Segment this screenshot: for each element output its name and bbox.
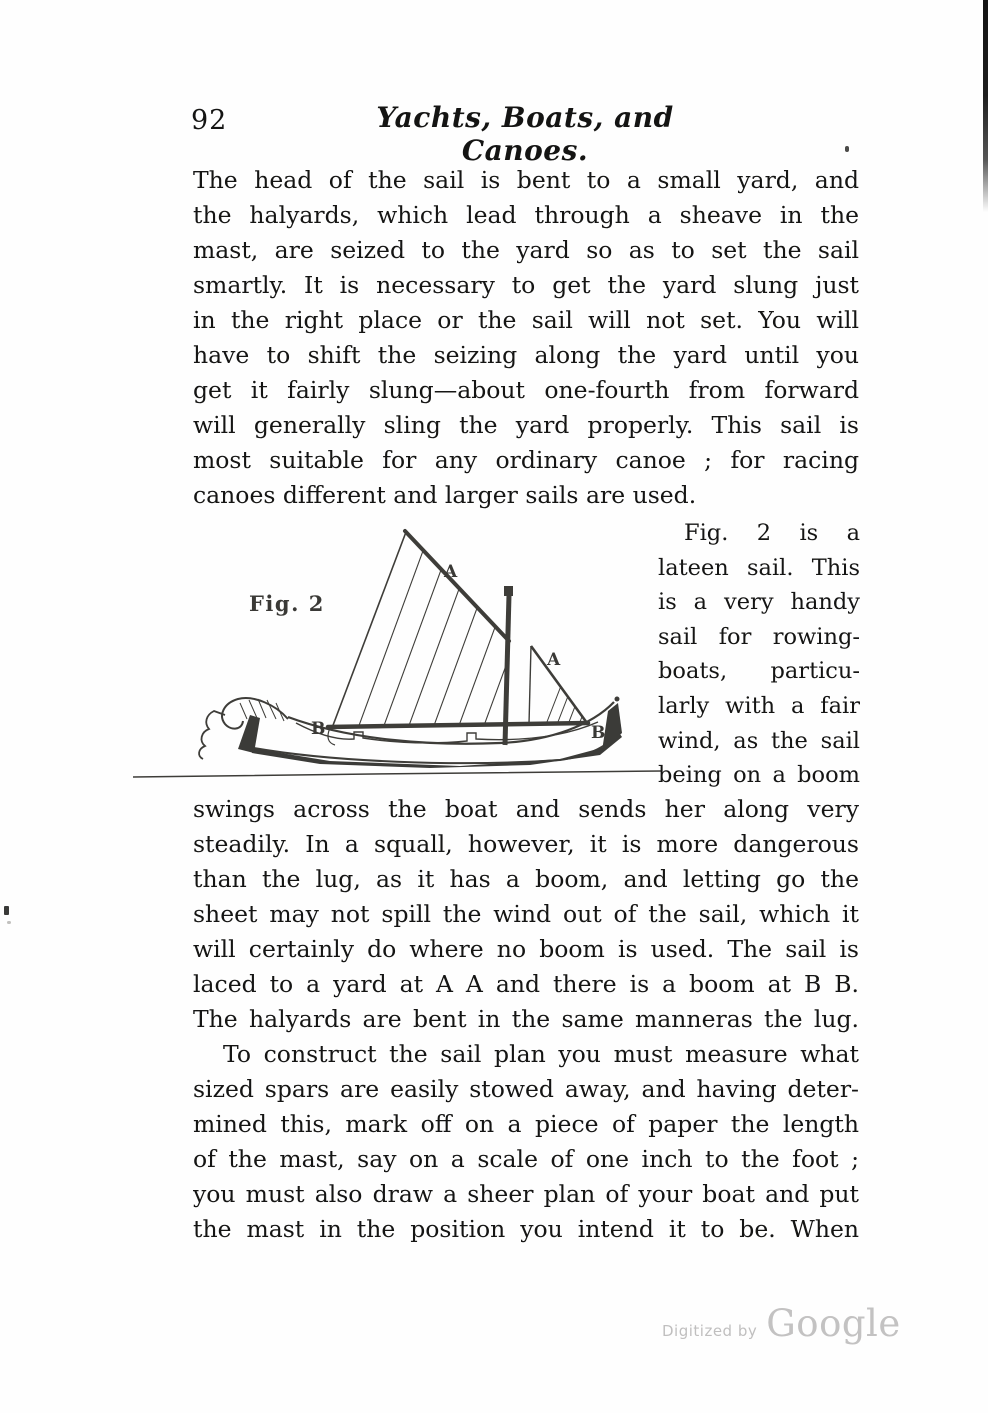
mark-B-boom-fore: B [311,719,326,739]
text-line: is a very handy [658,589,860,616]
text-line: you must also draw a sheer plan of your boat and put [193,1180,859,1208]
mark-A-yard-lower: A [547,650,561,670]
text-line: larly with a fair [658,692,860,719]
text-line: lateen sail. This [658,554,860,581]
text-line: Fig. 2 is a [684,520,860,546]
bow-stem [238,715,260,753]
text-line: The halyards are bent in the same manneras the lug. [193,1005,859,1033]
boat-hull [238,697,622,769]
aft-sail-panel [529,646,606,727]
ink-fleck [845,146,849,152]
text-line: most suitable for any ordinary canoe ; for racing [193,446,859,474]
text-line: the halyards, which lead through a sheave in the [193,201,859,229]
paragraph-2 [193,792,859,1037]
text-line: laced to a yard at A A and there is a boom at B B. [193,970,859,998]
waterline [133,771,662,777]
text-line: sail for rowing- [658,623,860,650]
main-lateen-sail [332,529,556,731]
text-line: mast, are seized to the yard so as to set the sail [193,236,859,264]
bow-pendant [199,711,225,759]
text-line: To construct the sail plan you must measure what [223,1040,859,1068]
margin-speck-faint [7,921,11,924]
google-logo: Google [766,1302,901,1345]
boom-spar [328,723,588,727]
paragraph-1 [193,163,859,513]
text-line: than the lug, as it has a boom, and letting go the [193,865,859,893]
mast [504,586,513,745]
text-line: being on a boom [658,762,860,789]
text-line: sheet may not spill the wind out of the sail, which it [193,900,859,928]
text-line: of the mast, say on a scale of one inch to the foot ; [193,1145,859,1173]
digitized-by-google-watermark [662,1302,901,1345]
text-line: canoes different and larger sails are used. [193,481,697,509]
text-line: will certainly do where no boom is used. The sail is [193,935,859,963]
text-line: smartly. It is necessary to get the yard slung just [193,271,859,299]
text-line: The head of the sail is bent to a small yard, and [193,166,859,194]
watermark-prefix: Digitized by [662,1322,758,1340]
figure-label: Fig. 2 [249,591,325,616]
text-line: will generally sling the yard properly. This sail is [193,411,859,439]
side-column [658,516,860,793]
text-line: wind, as the sail [658,727,860,754]
text-line: in the right place or the sail will not set. You will [193,306,859,334]
text-line: mined this, mark off on a piece of paper the length [193,1110,859,1138]
running-title: Yachts, Boats, and Canoes. [376,101,674,167]
text-line: boats, particu- [658,658,860,685]
text-line: steadily. In a squall, however, it is more dangerous [193,830,859,858]
margin-speck [4,906,9,915]
scan-edge-line [983,0,988,212]
page-number: 92 [191,105,228,136]
text-line: get it fairly slung—about one-fourth from forward [193,376,859,404]
text-line: the mast in the position you intend it to be. When [193,1215,859,1243]
mark-A-yard-upper: A [444,562,458,582]
mark-B-boom-aft: B [591,723,606,743]
text-line: sized spars are easily stowed away, and having deter- [193,1075,859,1103]
text-line: swings across the boat and sends her along very [193,795,859,823]
lateen-sail-boat-drawing [130,515,665,800]
figure-2-illustration [130,515,665,800]
text-line: have to shift the seizing along the yard until you [193,341,859,369]
paragraph-3 [193,1037,859,1247]
